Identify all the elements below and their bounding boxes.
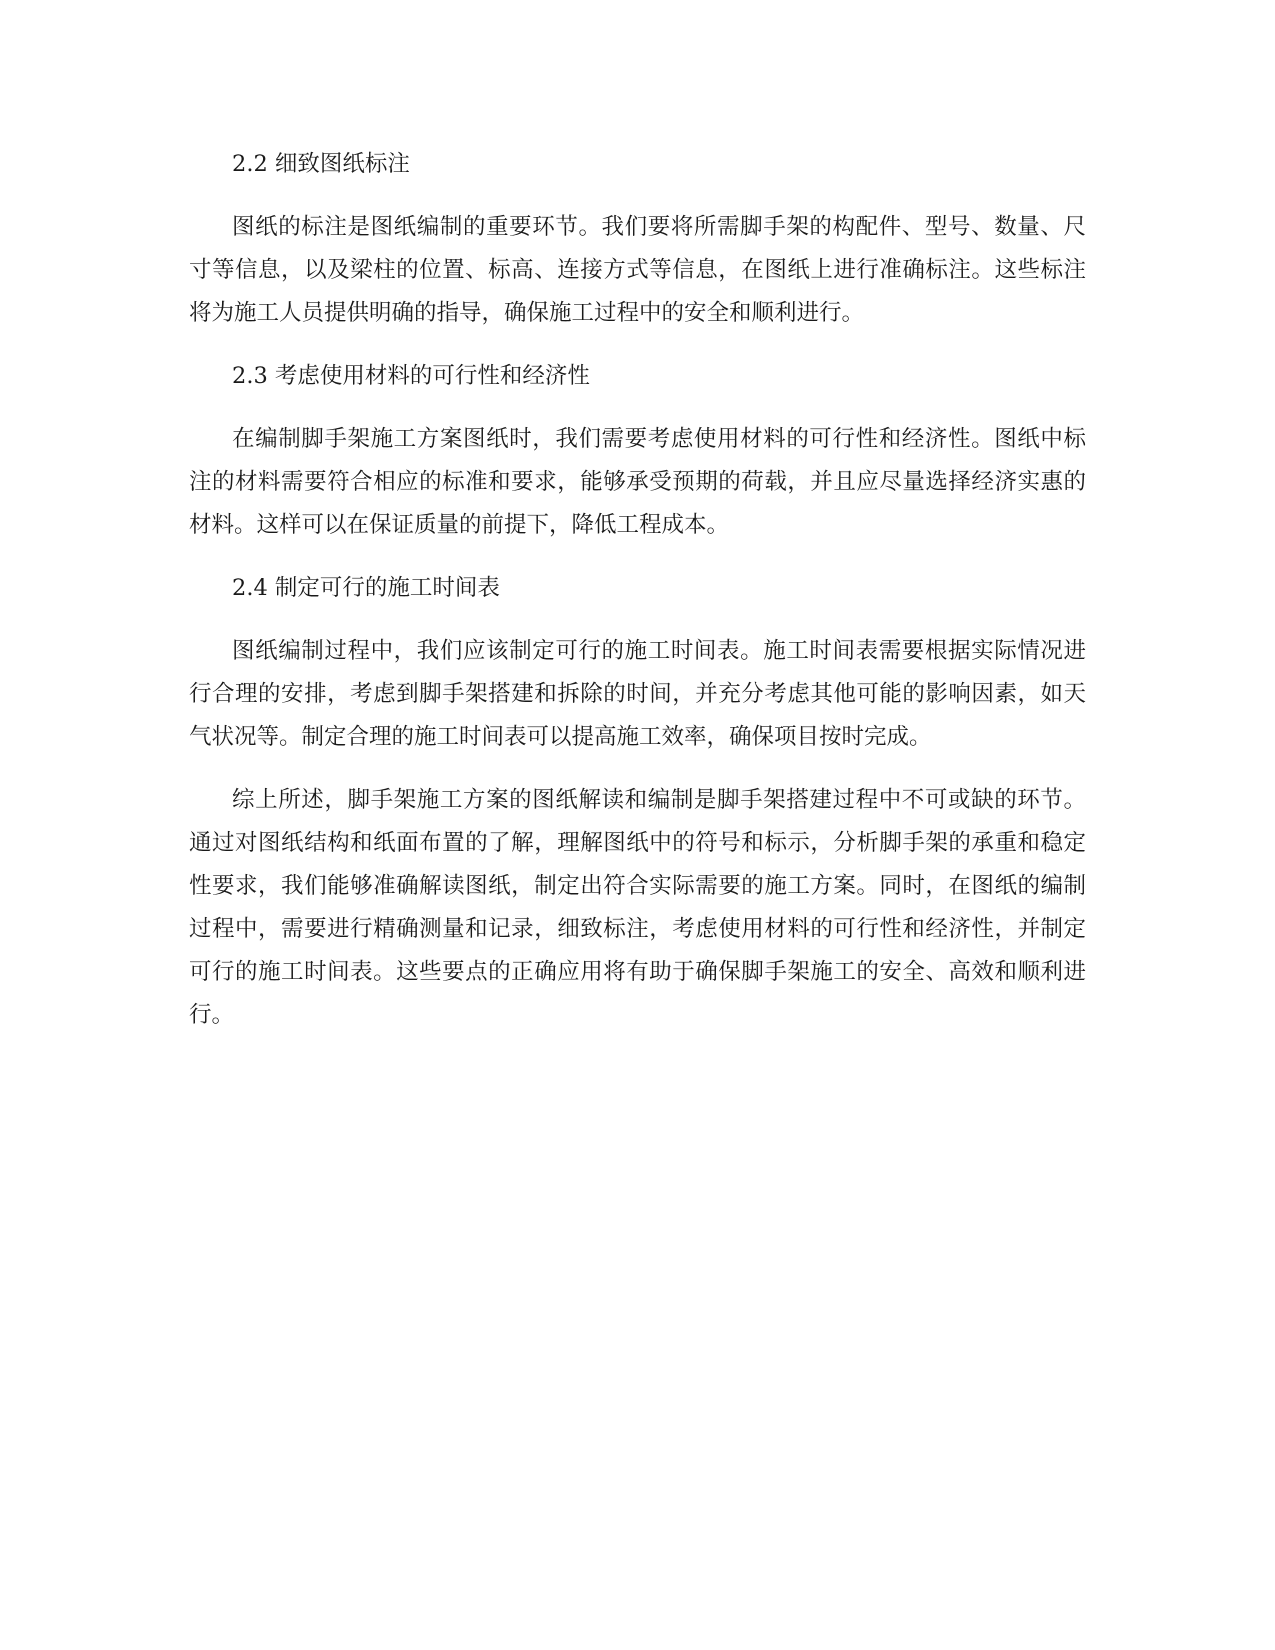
conclusion-paragraph: 综上所述，脚手架施工方案的图纸解读和编制是脚手架搭建过程中不可或缺的环节。通过对图纸结构和纸面布置的了解，理解图纸中的符号和标示，分析脚手架的承重和稳定性要求，我们能够准确解读图纸，制定出符合实际需要的施工方案。同时，在图纸的编制过程中，需要进行精确测量和记录，细致标注，考虑使用材料的可行性和经济性，并制定可行的施工时间表。这些要点的正确应用将有助于确保脚手架施工的安全、高效和顺利进行。 (189, 787, 1086, 1028)
section-heading-2-2: 2.2 细致图纸标注 (232, 151, 410, 177)
section-paragraph-2-2: 图纸的标注是图纸编制的重要环节。我们要将所需脚手架的构配件、型号、数量、尺寸等信息，以及梁柱的位置、标高、连接方式等信息，在图纸上进行准确标注。这些标注将为施工人员提供明确的指导，确保施工过程中的安全和顺利进行。 (189, 214, 1086, 326)
section-paragraph-2-3: 在编制脚手架施工方案图纸时，我们需要考虑使用材料的可行性和经济性。图纸中标注的材料需要符合相应的标准和要求，能够承受预期的荷载，并且应尽量选择经济实惠的材料。这样可以在保证质量的前提下，降低工程成本。 (189, 426, 1086, 538)
document-body (189, 143, 1086, 1057)
section-heading-2-3: 2.3 考虑使用材料的可行性和经济性 (232, 363, 590, 389)
section-heading-2-4: 2.4 制定可行的施工时间表 (232, 575, 500, 601)
section-paragraph-2-4: 图纸编制过程中，我们应该制定可行的施工时间表。施工时间表需要根据实际情况进行合理的安排，考虑到脚手架搭建和拆除的时间，并充分考虑其他可能的影响因素，如天气状况等。制定合理的施工时间表可以提高施工效率，确保项目按时完成。 (189, 638, 1086, 750)
